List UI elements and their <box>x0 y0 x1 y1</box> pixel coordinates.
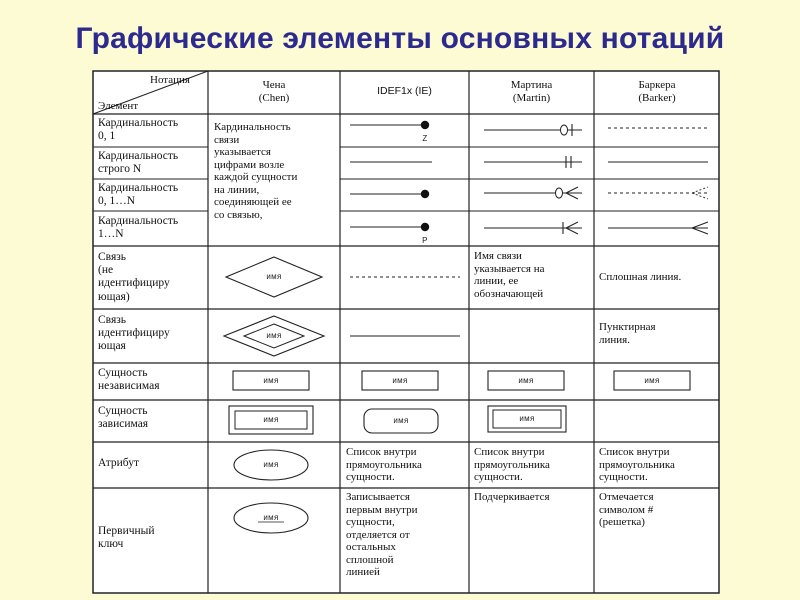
row-entity-dep-label: Сущность зависимая <box>98 405 149 431</box>
chen-entity-name: имя <box>263 376 279 385</box>
row-rel-id-label: Связь идентифициру ющая <box>98 314 170 353</box>
row-attribute-label: Атрибут <box>98 457 139 469</box>
martin-dep-entity-name: имя <box>519 414 535 423</box>
row-rel-nonid-label: Связь (не идентифициру ющая) <box>98 251 170 303</box>
page-title: Графические элементы основных нотаций <box>75 22 725 55</box>
martin-card01N-symbol <box>484 187 582 199</box>
chen-diamond-name: имя <box>266 272 282 281</box>
chen-id-diamond-name: имя <box>266 331 282 340</box>
row-cardN-label: Кардинальность строго N <box>98 150 179 176</box>
martin-cardN-symbol <box>484 156 582 168</box>
idef-card01-symbol <box>350 121 429 129</box>
barker-identifying-text: Пунктирная линия. <box>599 321 656 346</box>
barker-relationship-text: Сплошная линия. <box>599 271 682 283</box>
idef-z-marker: Z <box>422 134 428 143</box>
barker-attribute-text: Список внутри прямоугольника сущности. <box>599 446 675 483</box>
idef-card01N-symbol <box>350 190 429 198</box>
martin-card01-symbol <box>484 124 582 136</box>
chen-dep-entity-name: имя <box>263 415 279 424</box>
header-martin: Мартина (Martin) <box>510 79 553 104</box>
corner-element-label: Элемент <box>98 100 139 112</box>
notation-table <box>92 70 720 594</box>
martin-entity-name: имя <box>518 376 534 385</box>
row-primary-key-label: Первичный ключ <box>98 525 155 551</box>
row-card01N-label: Кардинальность 0, 1…N <box>98 182 179 208</box>
chen-pk-name: имя <box>263 513 279 522</box>
row-card1N-label: Кардинальность 1…N <box>98 215 179 241</box>
idef-dep-entity-name: имя <box>393 416 409 425</box>
row-entity-indep-label: Сущность независимая <box>98 367 160 393</box>
idef-entity-name: имя <box>392 376 408 385</box>
martin-card1N-symbol <box>484 222 582 234</box>
barker-entity-name: имя <box>644 376 660 385</box>
idef-pk-text: Записывается первым внутри сущности, отделяется от остальных сплошной линией <box>346 491 418 578</box>
barker-pk-text: Отмечается символом # (решетка) <box>599 491 654 528</box>
martin-relationship-text: Имя связи указывается на линии, ее обозначающей <box>474 250 545 300</box>
barker-card1N-symbol <box>608 222 708 234</box>
martin-pk-text: Подчеркивается <box>474 491 550 503</box>
idef-attribute-text: Список внутри прямоугольника сущности. <box>346 446 422 483</box>
chen-cardinality-text: Кардинальность связи указывается цифрами возле каждой сущности на линии, соединяющей ее со связью, <box>214 121 298 221</box>
idef-card1N-symbol <box>350 223 429 231</box>
barker-card01N-symbol <box>608 187 708 199</box>
header-barker: Баркера (Barker) <box>638 79 676 104</box>
row-card01-label: Кардинальность 0, 1 <box>98 117 179 143</box>
header-idef1x: IDEF1x (IE) <box>377 85 432 97</box>
corner-notation-label: Нотация <box>150 74 190 86</box>
martin-attribute-text: Список внутри прямоугольника сущности. <box>474 446 550 483</box>
chen-attribute-name: имя <box>263 460 279 469</box>
header-chen: Чена (Chen) <box>258 79 290 104</box>
idef-p-marker: P <box>422 236 428 245</box>
